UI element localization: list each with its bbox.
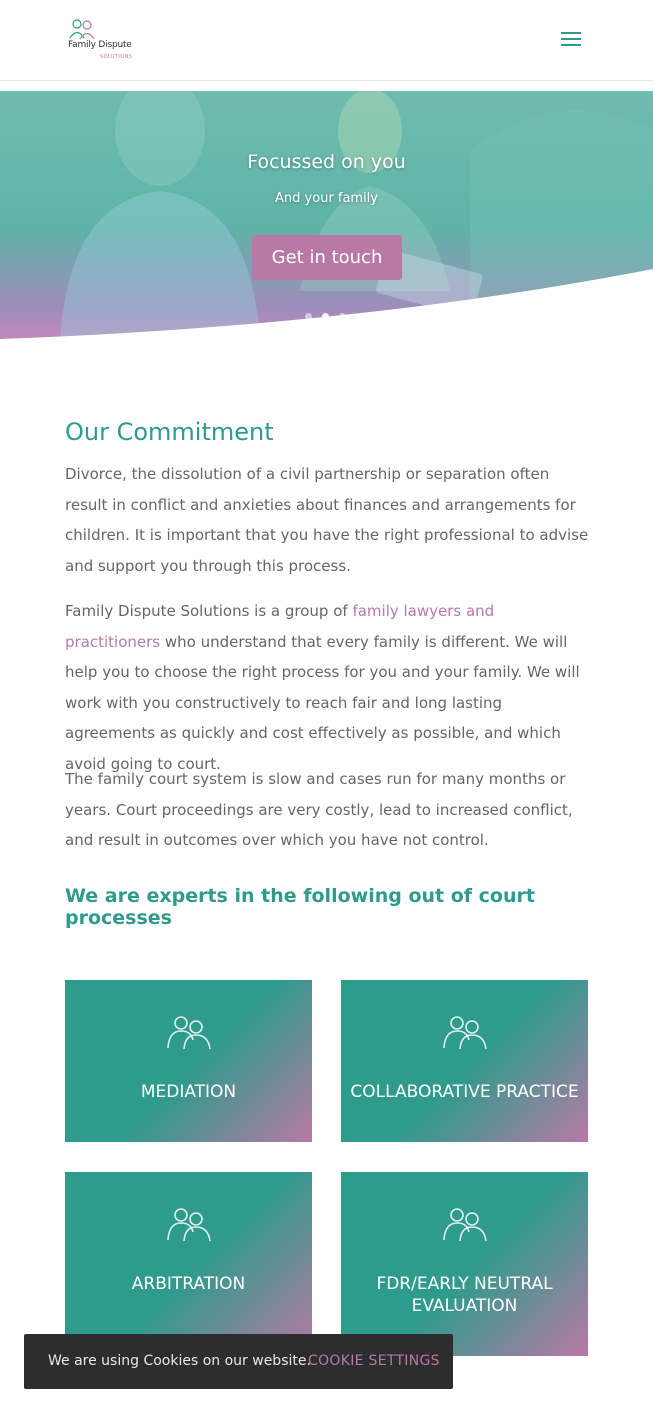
service-label: MEDIATION xyxy=(140,1082,237,1102)
get-in-touch-button[interactable]: Get in touch xyxy=(252,235,402,280)
service-label: FDR/EARLY NEUTRAL EVALUATION xyxy=(376,1274,553,1316)
commitment-paragraph-3: The family court system is slow and cases run for many months or years. Court proceedings are very costly, lead to increased conflict, and result in outcomes over which you have not control. xyxy=(65,770,573,849)
slider-dot-3[interactable] xyxy=(339,313,346,320)
commitment-paragraph-1: Divorce, the dissolution of a civil partnership or separation often result in conflict and anxieties about finances and arrangements for children. It is important that you have the right professional to advise and support you through this process. xyxy=(65,465,589,575)
commitment-heading: Our Commitment xyxy=(65,418,274,446)
p2-text-after: who understand that every family is different. We will help you to choose the right process for you and your family. We will work with you constructively to reach fair and long lasting agreements as quickly and cost effectively as possible, and which avoid going to court. xyxy=(65,632,580,773)
hero-curve-divider xyxy=(0,91,653,339)
site-logo[interactable] xyxy=(68,18,138,64)
logo-title: Family Dispute xyxy=(68,40,132,50)
family-lawyers-link[interactable]: family lawyers and practitioners xyxy=(65,602,495,651)
cookie-settings-button[interactable]: COOKIE SETTINGS xyxy=(308,1353,440,1369)
service-card-fdr-early-neutral-evaluation[interactable] xyxy=(341,1172,588,1356)
cookie-banner xyxy=(24,1334,453,1389)
logo-people-icon xyxy=(68,18,108,40)
service-label: ARBITRATION xyxy=(131,1274,246,1294)
people-icon xyxy=(165,1206,213,1242)
people-icon xyxy=(441,1206,489,1242)
hero-subtitle: And your family xyxy=(274,191,378,206)
service-card-collaborative-practice[interactable] xyxy=(341,980,588,1142)
service-card-mediation[interactable] xyxy=(65,980,312,1142)
cookie-message: We are using Cookies on our website. xyxy=(48,1353,311,1369)
people-icon xyxy=(165,1014,213,1050)
hamburger-icon[interactable] xyxy=(561,31,583,49)
commitment-paragraph-2 xyxy=(65,596,590,779)
slider-dots xyxy=(305,313,355,321)
service-label: COLLABORATIVE PRACTICE xyxy=(350,1082,579,1102)
slider-dot-1[interactable] xyxy=(305,313,312,320)
people-icon xyxy=(441,1014,489,1050)
hero-title: Focussed on you xyxy=(247,151,406,173)
slider-dot-2[interactable] xyxy=(322,313,329,320)
service-card-arbitration[interactable] xyxy=(65,1172,312,1356)
logo-subtitle: SOLUTIONS xyxy=(100,54,133,60)
site-header xyxy=(0,0,653,81)
hero-slider xyxy=(0,91,653,339)
p2-text-before: Family Dispute Solutions is a group of xyxy=(65,602,353,620)
experts-heading: We are experts in the following out of court processes xyxy=(65,885,535,929)
